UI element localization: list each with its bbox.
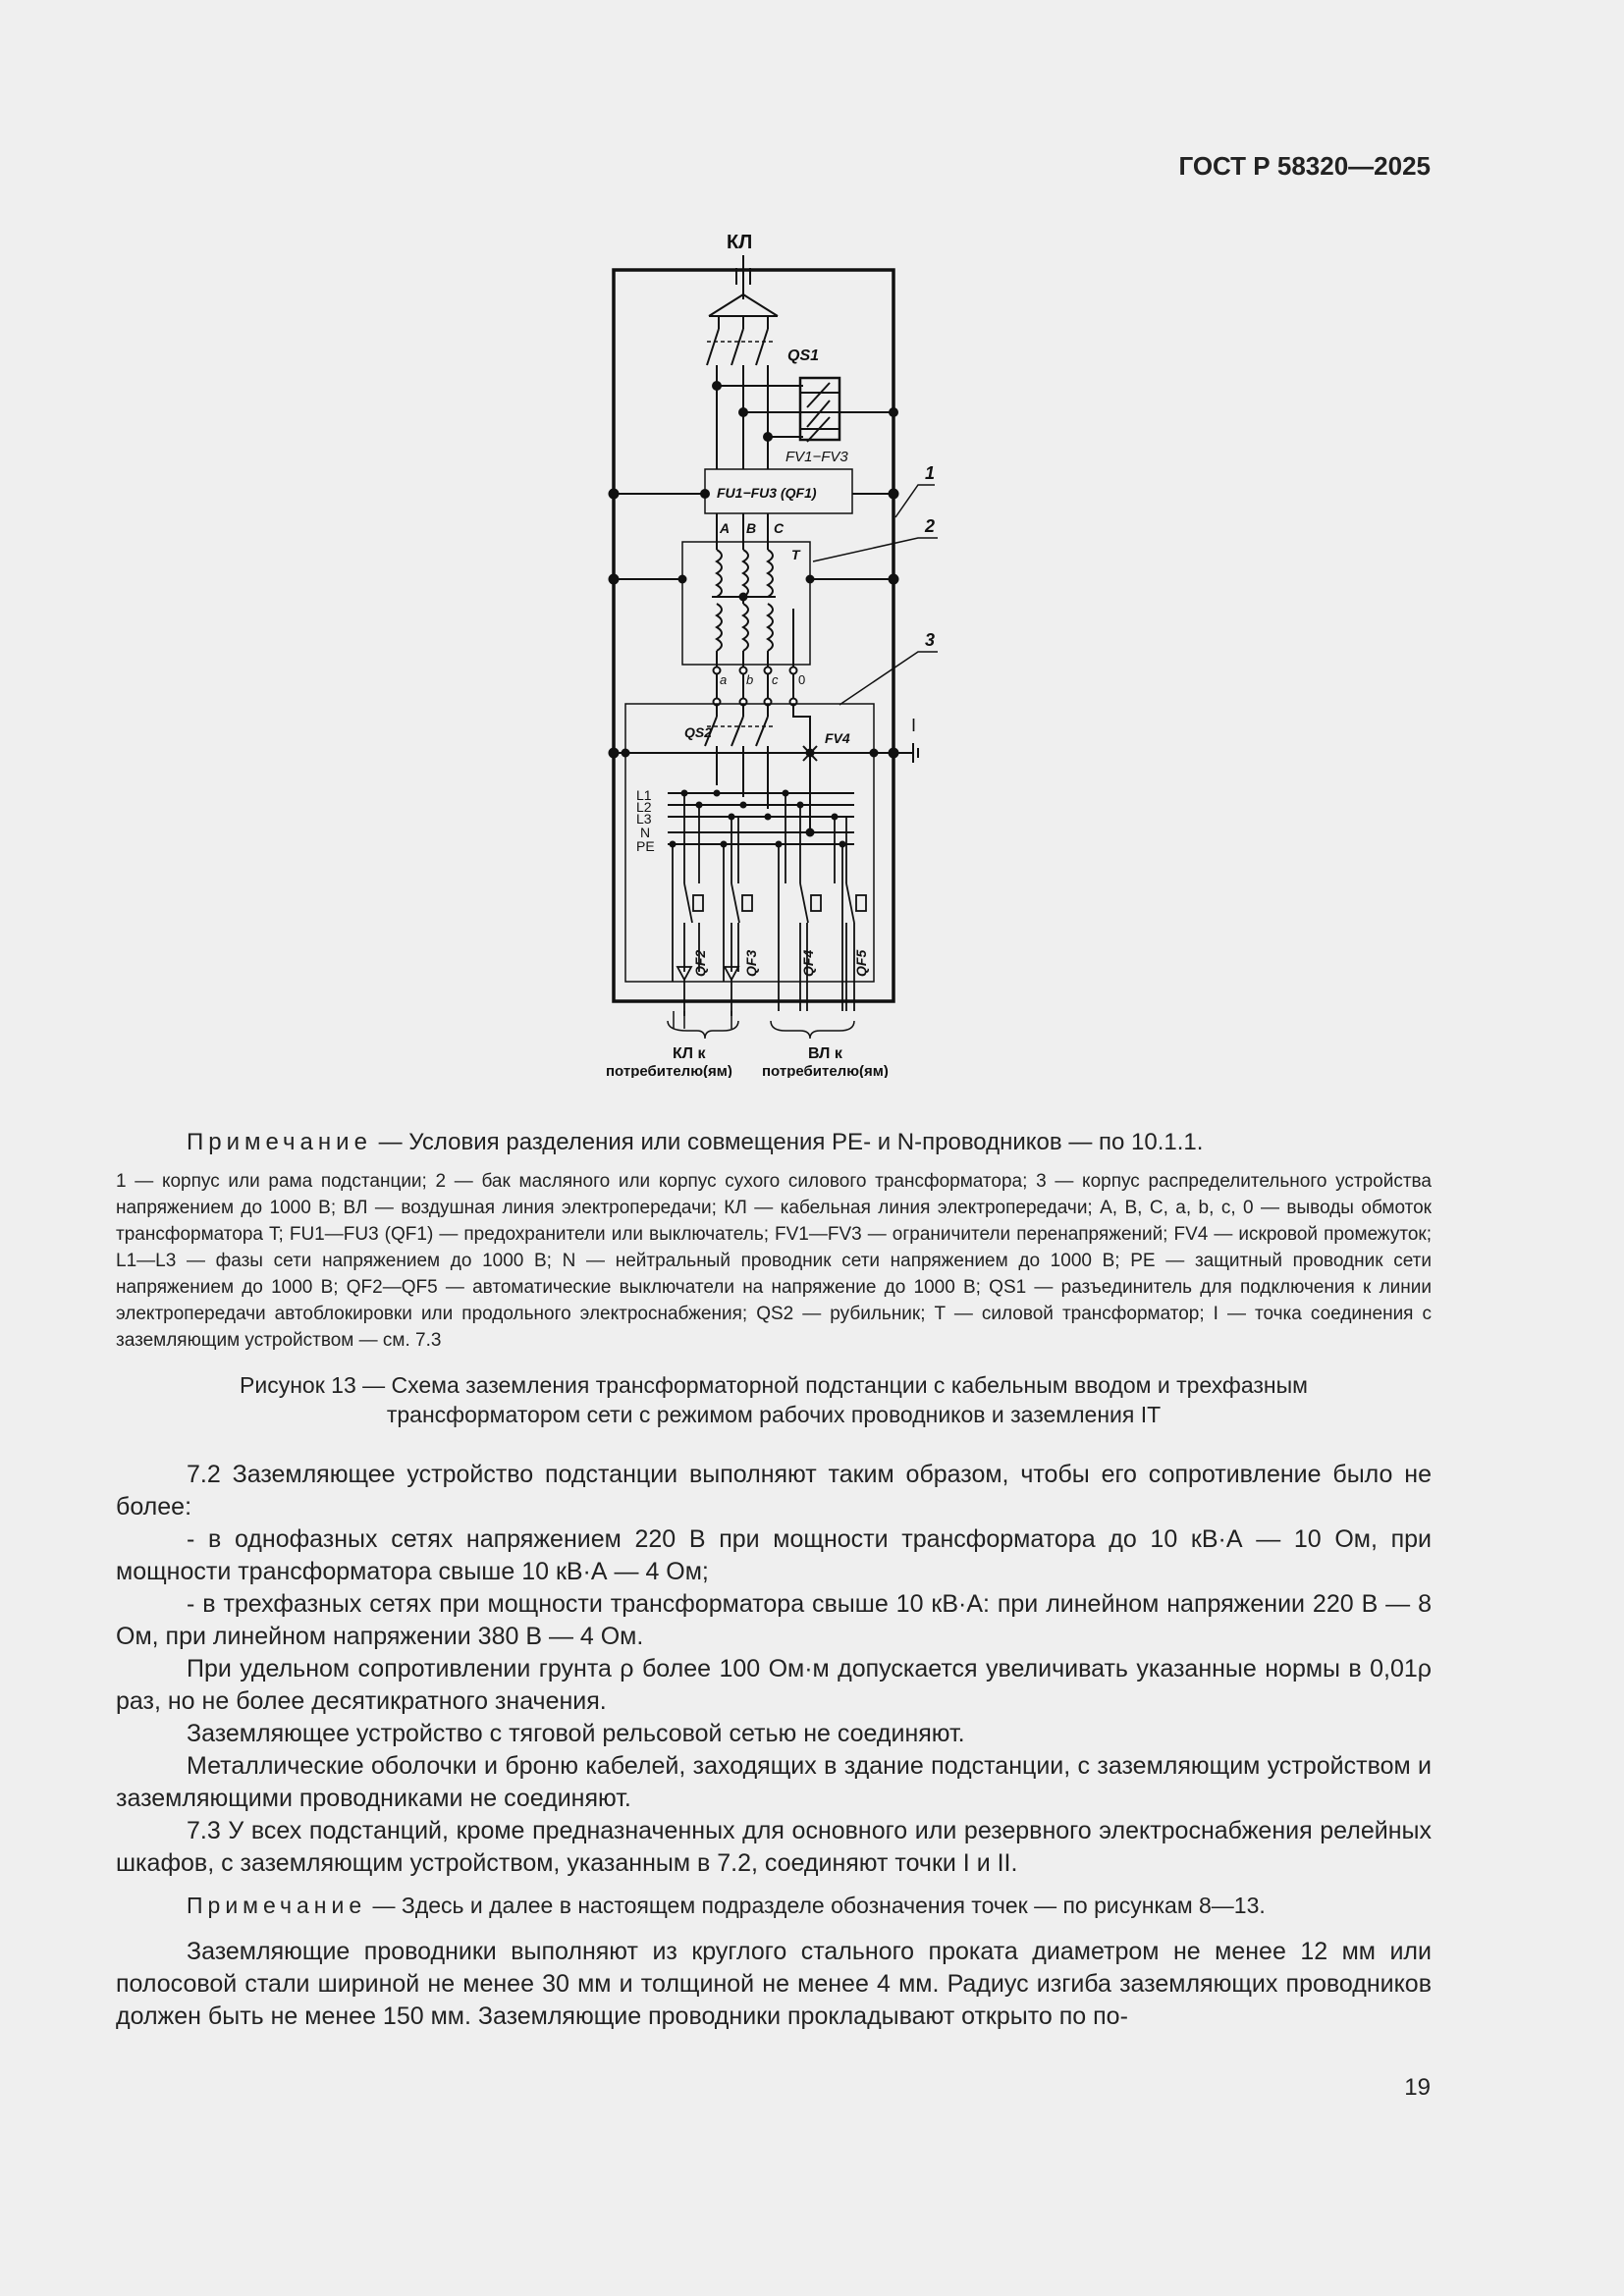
paragraph: 7.3 У всех подстанций, кроме предназначенных для основного или резервного электроснабжения релейных шкафов, с заземляющим устройством, указанным в 7.2, соединяют точки I и II. (116, 1817, 1432, 1877)
grounding-circuit-diagram (569, 224, 982, 1078)
figure-note (187, 1129, 1203, 1156)
caption-line-1: Рисунок 13 — Схема заземления трансформаторной подстанции с кабельным вводом и трехфазным (240, 1372, 1308, 1398)
label-vl-out-consumers: потребителю(ям) (762, 1063, 889, 1078)
callout-3: 3 (925, 630, 936, 650)
paragraph: Заземляющее устройство с тяговой рельсовой сетью не соединяют. (187, 1720, 965, 1747)
label-qf5: QF5 (853, 949, 869, 977)
section-note (116, 1890, 1432, 1922)
label-B: B (746, 520, 757, 536)
label-kl-out-consumers: потребителю(ям) (606, 1063, 732, 1078)
figure-legend: 1 — корпус или рама подстанции; 2 — бак масляного или корпус сухого силового трансформатора; 3 — корпус распределительного устройства напряжением до 1000 В; ВЛ — воздушная линия электропередачи; КЛ — кабельная линия электропередачи; A, B, C, a, b, c, 0 — выводы обмоток трансформатора T; FU1—FU3 (QF1) — предохранители или выключатель; FV1—FV3 — ограничители перенапряжений; FV4 — искровой промежуток; L1—L3 — фазы сети напряжением до 1000 В; N — нейтральный проводник сети напряжением до 1000 В; PE — защитный проводник сети напряжением до 1000 В; QF2—QF5 — автоматические выключатели на напряжение до 1000 В; QS1 — разъединитель для подключения к линии электропередачи автоблокировки или продольного электроснабжения; QS2 — рубильник; T — силовой трансформатор; I — точка соединения с заземляющим устройством — см. 7.3 (116, 1171, 1432, 1351)
fv1-fv3-arresters (800, 378, 839, 440)
label-qs1: QS1 (787, 347, 820, 364)
label-fu: FU1−FU3 (QF1) (717, 485, 817, 501)
figure-caption (116, 1370, 1432, 1429)
label-kl-out: КЛ к (673, 1045, 706, 1062)
label-a: a (720, 672, 728, 687)
paragraph: Металлические оболочки и броню кабелей, заходящих в здание подстанции, с заземляющим устройством и заземляющими проводниками не соединяют. (116, 1752, 1432, 1812)
label-fv4: FV4 (825, 730, 850, 746)
label-PE: PE (636, 838, 655, 854)
note-text: — Условия разделения или совмещения PE- и N-проводников — по 10.1.1. (371, 1129, 1204, 1155)
callout-2: 2 (925, 516, 936, 536)
caption-line-2: трансформатором сети с режимом рабочих проводников и заземления IT (386, 1402, 1162, 1427)
busbars (668, 793, 854, 844)
label-fv: FV1−FV3 (785, 449, 848, 465)
label-qs2: QS2 (684, 724, 713, 740)
paragraph: - в трехфазных сетях при мощности трансформатора свыше 10 кВ·А: при линейном напряжении 220 В — 8 Ом, при линейном напряжении 380 В — 4 Ом. (116, 1590, 1432, 1650)
label-c: c (772, 672, 779, 687)
vl-out-brace (771, 1021, 854, 1039)
qs1-switch (707, 329, 768, 365)
body-text (116, 1459, 1432, 2033)
label-N: N (640, 825, 651, 840)
paragraph: Заземляющие проводники выполняют из круглого стального проката диаметром не менее 12 мм или полосовой стали шириной не менее 30 мм и толщиной не менее 4 мм. Радиус изгиба заземляющих проводников должен быть не менее 150 мм. Заземляющие проводники прокладывают открыто по по- (116, 1938, 1432, 2030)
label-kl-top: КЛ (727, 232, 753, 253)
label-L2: L2 (636, 799, 652, 815)
feeder-branches (673, 793, 866, 1016)
label-A: A (720, 520, 731, 536)
qs2-switch (705, 705, 768, 746)
paragraph: При удельном сопротивлении грунта ρ более 100 Ом·м допускается увеличивать указанные нормы в 0,01ρ раз, но не более десятикратного значения. (116, 1655, 1432, 1715)
label-L3: L3 (636, 811, 652, 827)
note-lead: Примечание (187, 1129, 372, 1155)
document-id: ГОСТ Р 58320—2025 (1178, 151, 1431, 181)
label-C: C (774, 520, 785, 536)
paragraph: - в однофазных сетях напряжением 220 В при мощности трансформатора до 10 кВ·А — 10 Ом, при мощности трансформатора свыше 10 кВ·А — 4 Ом; (116, 1525, 1432, 1585)
label-T: T (791, 547, 800, 562)
label-vl-out: ВЛ к (808, 1045, 842, 1062)
callout-1: 1 (925, 463, 936, 483)
label-b: b (746, 672, 754, 687)
label-qf4: QF4 (800, 949, 816, 977)
substation-frame (614, 270, 893, 1001)
kl-out-brace (668, 1021, 738, 1039)
note-text: — Здесь и далее в настоящем подразделе обозначения точек — по рисункам 8—13. (366, 1893, 1266, 1918)
paragraph: 7.2 Заземляющее устройство подстанции выполняют таким образом, чтобы его сопротивление было не более: (116, 1461, 1432, 1521)
label-zero: 0 (798, 672, 806, 687)
page-number: 19 (1404, 2074, 1431, 2101)
label-point-i: I (911, 716, 917, 735)
label-L1: L1 (636, 787, 652, 803)
note-lead: Примечание (187, 1893, 367, 1918)
label-qf3: QF3 (743, 949, 759, 977)
label-qf2: QF2 (692, 949, 708, 977)
